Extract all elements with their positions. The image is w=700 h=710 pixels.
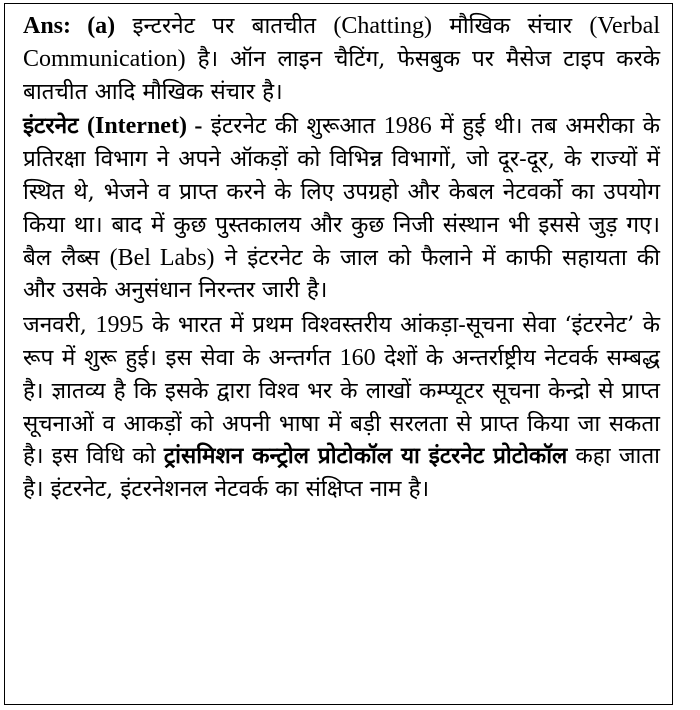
india-text-4: कहा जाता है। इंटरनेट, इंटरनेशनल नेटवर्क का संक्षिप्त नाम है। — [23, 443, 660, 503]
answer-prefix: Ans: (a) — [23, 13, 116, 39]
internet-paragraph — [23, 110, 660, 307]
answer-text-2: मौखिक संचार — [432, 13, 590, 39]
india-text-2: के भारत में प्रथम विश्वस्तरीय आंकड़ा-सूचना सेवा ‘इंटरनेट’ के रूप में शुरू हुई। इस सेवा के अन्तर्गत — [23, 312, 660, 371]
internet-heading-latin: (Internet) - — [86, 113, 203, 140]
answer-latin-verbal: (Verbal Communication) — [23, 13, 660, 72]
india-text-3: देशों के अन्तर्राष्ट्रीय नेटवर्क सम्बद्ध है। ज्ञातव्य है कि इसके द्वारा विश्व भर के लाखों कम्प्यूटर सूचना केन्द्रो से प्राप्त सूचनाओं व आकड़ों को अपनी भाषा में बड़ी सरलता से प्राप्त किया जा सकता है। इस विधि को — [23, 344, 661, 470]
answer-paragraph — [23, 10, 660, 108]
internet-heading: इंटरनेट — [23, 113, 79, 140]
internet-latin-labs: (Bel Labs) — [109, 244, 215, 271]
answer-text-1: इन्टरनेट पर बातचीत — [115, 13, 334, 39]
india-paragraph — [23, 309, 660, 506]
india-year: 1995 — [95, 312, 144, 339]
internet-year: 1986 — [383, 113, 432, 140]
internet-text-1: इंटरनेट की शुरूआत — [202, 113, 384, 140]
india-text-1: जनवरी, — [23, 312, 96, 339]
answer-text-3: है। ऑन लाइन चैटिंग, फेसबुक पर मैसेज टाइप करके बातचीत आदि मौखिक संचार है। — [23, 45, 660, 105]
answer-box — [4, 3, 673, 705]
internet-text-2: में हुई थी। तब अमरीका के प्रतिरक्षा विभाग ने अपने ऑकड़ों को विभिन्न विभागों, जो दूर-दूर, के राज्यों में स्थित थे, भेजने व प्राप्त करने के लिए उपग्रहो और केबल नेटवर्को का उपयोग किया था। बाद में कुछ पुस्तकालय और कुछ निजी संस्थान भी इससे जुड़ गए। बैल लैब्स — [23, 113, 660, 271]
internet-text-3: ने इंटरनेट के जाल को फैलाने में काफी सहायता की और उसके अनुसंधान निरन्तर जारी है। — [23, 244, 660, 304]
india-count: 160 — [339, 344, 376, 371]
answer-latin-chatting: (Chatting) — [333, 13, 433, 39]
india-bold-term: ट्रांसमिशन कन्ट्रोल प्रोटोकॉल या इंटरनेट प्रोटोकॉल — [163, 443, 568, 470]
